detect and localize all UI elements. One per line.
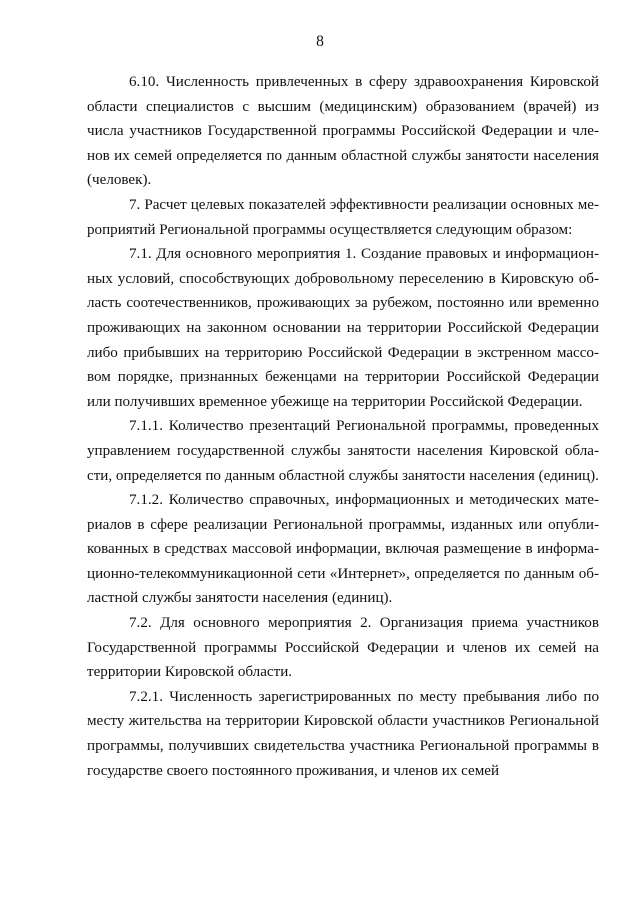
- paragraph-7-1-1: 7.1.1. Количество презентаций Региональной программы, проведенных управлением государственной службы занятости населения Кировской области, определяется по данным областной службы занятости населения (единиц).: [87, 418, 599, 484]
- paragraph-7: 7. Расчет целевых показателей эффективности реализации основных мероприятий Региональной программы осуществляется следующим образом:: [87, 196, 599, 238]
- paragraph-6-10: 6.10. Численность привлеченных в сферу здравоохранения Кировской области специалистов с высшим (медицинским) образованием (врачей) из числа участников Государственной программы Российской Федерации и членов их семей определяется по данным областной службы занятости населения (человек).: [87, 74, 599, 189]
- paragraph-7-1: 7.1. Для основного мероприятия 1. Создание правовых и информационных условий, способствующих добровольному переселению в Кировскую область соотечественников, проживающих за рубежом, постоянно или временно проживающих на законном основании на территории Российской Федерации либо прибывших на территорию Российской Федерации в экстренном массовом порядке, признанных беженцами на территории Российской Федерации или получивших временное убежище на территории Российской Федерации.: [87, 246, 599, 410]
- paragraph-7-2-1: 7.2.1. Численность зарегистрированных по месту пребывания либо по месту жительства на территории Кировской области участников Региональной программы, получивших свидетельства участника Региональной программы в государстве своего постоянного проживания, и членов их семей: [87, 688, 599, 779]
- paragraph-7-1-2: 7.1.2. Количество справочных, информационных и методических материалов в сфере реализации Региональной программы, изданных или опубликованных в средствах массовой информации, включая размещение в информационно-телекоммуникационной сети «Интернет», определяется по данным областной службы занятости населения (единиц).: [87, 492, 599, 607]
- paragraph-7-2: 7.2. Для основного мероприятия 2. Организация приема участников Государственной программы Российской Федерации и членов их семей на территории Кировской области.: [87, 615, 599, 681]
- document-body: [87, 70, 599, 783]
- page-number: 8: [316, 33, 324, 50]
